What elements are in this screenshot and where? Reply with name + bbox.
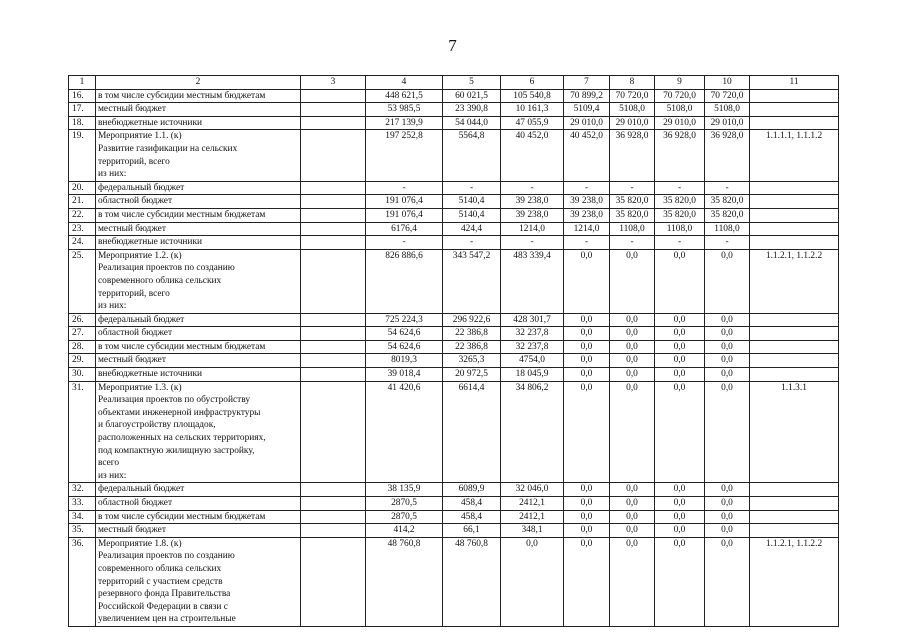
value-cell [301, 354, 366, 368]
column-header: 9 [655, 76, 705, 90]
indicator-ref [750, 327, 839, 341]
value-cell: 36 928,0 [655, 130, 705, 181]
value-cell: 54 624,6 [366, 327, 443, 341]
table-row [69, 381, 839, 483]
value-cell [301, 116, 366, 130]
value-cell: - [655, 181, 705, 195]
value-cell: 35 820,0 [655, 208, 705, 222]
table-row [69, 497, 839, 511]
table-row [69, 313, 839, 327]
value-cell: - [564, 181, 610, 195]
row-number: 16. [69, 89, 96, 103]
value-cell: 70 720,0 [655, 89, 705, 103]
row-name: областной бюджет [96, 195, 301, 209]
value-cell: 29 010,0 [655, 116, 705, 130]
value-cell: - [564, 236, 610, 250]
column-header: 3 [301, 76, 366, 90]
value-cell: 458,4 [443, 497, 501, 511]
row-number: 31. [69, 381, 96, 483]
value-cell: 53 985,5 [366, 103, 443, 117]
budget-table [68, 75, 839, 627]
indicator-ref [750, 195, 839, 209]
indicator-ref [750, 103, 839, 117]
value-cell: 0,0 [655, 510, 705, 524]
value-cell: 0,0 [655, 327, 705, 341]
value-cell: 70 720,0 [705, 89, 750, 103]
column-header: 1 [69, 76, 96, 90]
row-number: 29. [69, 354, 96, 368]
value-cell: 0,0 [564, 354, 610, 368]
value-cell [301, 537, 366, 626]
value-cell: 0,0 [705, 381, 750, 483]
value-cell [301, 195, 366, 209]
row-number: 32. [69, 483, 96, 497]
value-cell: 0,0 [705, 524, 750, 538]
value-cell: 5140,4 [443, 208, 501, 222]
value-cell: 458,4 [443, 510, 501, 524]
value-cell: 0,0 [610, 483, 655, 497]
value-cell: 0,0 [655, 497, 705, 511]
table-row [69, 340, 839, 354]
value-cell: 0,0 [705, 313, 750, 327]
value-cell [301, 510, 366, 524]
value-cell: - [705, 236, 750, 250]
value-cell: 1214,0 [564, 222, 610, 236]
value-cell: - [443, 181, 501, 195]
value-cell: 39 238,0 [501, 195, 564, 209]
value-cell: 0,0 [564, 524, 610, 538]
value-cell: 29 010,0 [564, 116, 610, 130]
value-cell: 54 044,0 [443, 116, 501, 130]
value-cell: 2412,1 [501, 510, 564, 524]
value-cell: 39 238,0 [564, 195, 610, 209]
value-cell: 428 301,7 [501, 313, 564, 327]
row-name: в том числе субсидии местным бюджетам [96, 340, 301, 354]
value-cell: 36 928,0 [610, 130, 655, 181]
row-number: 27. [69, 327, 96, 341]
value-cell: 5108,0 [705, 103, 750, 117]
value-cell [301, 181, 366, 195]
value-cell: 0,0 [610, 524, 655, 538]
row-name: федеральный бюджет [96, 181, 301, 195]
value-cell [301, 249, 366, 313]
value-cell: 826 886,6 [366, 249, 443, 313]
table-row [69, 130, 839, 181]
row-name: внебюджетные источники [96, 116, 301, 130]
value-cell: 0,0 [610, 497, 655, 511]
row-name: Мероприятие 1.2. (к) Реализация проектов по созданию современного облика сельских территорий, всего из них: [96, 249, 301, 313]
column-header: 4 [366, 76, 443, 90]
value-cell: 10 161,3 [501, 103, 564, 117]
value-cell [301, 313, 366, 327]
value-cell: 5140,4 [443, 195, 501, 209]
table-row [69, 249, 839, 313]
value-cell [301, 483, 366, 497]
value-cell: 0,0 [610, 340, 655, 354]
value-cell: 38 135,9 [366, 483, 443, 497]
value-cell: 39 238,0 [501, 208, 564, 222]
table-row [69, 483, 839, 497]
table-row [69, 236, 839, 250]
indicator-ref [750, 483, 839, 497]
value-cell: 0,0 [610, 249, 655, 313]
value-cell: 0,0 [610, 381, 655, 483]
value-cell [301, 208, 366, 222]
value-cell [301, 381, 366, 483]
value-cell: 0,0 [655, 354, 705, 368]
row-name: внебюджетные источники [96, 368, 301, 382]
value-cell: 0,0 [610, 510, 655, 524]
value-cell [301, 236, 366, 250]
value-cell: 1108,0 [705, 222, 750, 236]
value-cell: 48 760,8 [443, 537, 501, 626]
value-cell: 35 820,0 [655, 195, 705, 209]
indicator-ref [750, 340, 839, 354]
value-cell: 5109,4 [564, 103, 610, 117]
table-row [69, 524, 839, 538]
value-cell: 0,0 [564, 368, 610, 382]
column-header: 7 [564, 76, 610, 90]
value-cell: 5108,0 [655, 103, 705, 117]
row-number: 23. [69, 222, 96, 236]
value-cell: 6614,4 [443, 381, 501, 483]
value-cell [301, 103, 366, 117]
value-cell [301, 222, 366, 236]
value-cell: 343 547,2 [443, 249, 501, 313]
value-cell: 2870,5 [366, 497, 443, 511]
table-row [69, 222, 839, 236]
value-cell [301, 524, 366, 538]
value-cell: 0,0 [705, 510, 750, 524]
row-name: федеральный бюджет [96, 313, 301, 327]
value-cell: - [655, 236, 705, 250]
value-cell: 32 237,8 [501, 340, 564, 354]
page-number: 7 [448, 36, 457, 55]
value-cell: 0,0 [655, 537, 705, 626]
column-header: 8 [610, 76, 655, 90]
value-cell: 217 139,9 [366, 116, 443, 130]
row-name: Мероприятие 1.8. (к) Реализация проектов по созданию современного облика сельских территорий с участием средств резервного фонда Правительства Российской Федерации в связи с увеличением цен на строительные [96, 537, 301, 626]
value-cell: 2870,5 [366, 510, 443, 524]
value-cell: 0,0 [501, 537, 564, 626]
value-cell: - [501, 236, 564, 250]
value-cell: 35 820,0 [610, 208, 655, 222]
value-cell: 0,0 [705, 368, 750, 382]
value-cell: 36 928,0 [705, 130, 750, 181]
value-cell: 0,0 [655, 249, 705, 313]
indicator-ref [750, 116, 839, 130]
value-cell: 0,0 [610, 327, 655, 341]
row-name: Мероприятие 1.1. (к) Развитие газификации на сельских территорий, всего из них: [96, 130, 301, 181]
column-header: 10 [705, 76, 750, 90]
value-cell: 483 339,4 [501, 249, 564, 313]
value-cell: 1214,0 [501, 222, 564, 236]
value-cell: 39 018,4 [366, 368, 443, 382]
value-cell: 105 540,8 [501, 89, 564, 103]
value-cell: 725 224,3 [366, 313, 443, 327]
row-name: в том числе субсидии местным бюджетам [96, 510, 301, 524]
value-cell: 0,0 [705, 327, 750, 341]
row-number: 34. [69, 510, 96, 524]
value-cell: - [610, 236, 655, 250]
row-number: 18. [69, 116, 96, 130]
value-cell: 48 760,8 [366, 537, 443, 626]
value-cell: 448 621,5 [366, 89, 443, 103]
value-cell: 20 972,5 [443, 368, 501, 382]
value-cell: 40 452,0 [501, 130, 564, 181]
indicator-ref: 1.1.1.1, 1.1.1.2 [750, 130, 839, 181]
value-cell: 35 820,0 [705, 195, 750, 209]
table-row [69, 89, 839, 103]
value-cell: 0,0 [610, 313, 655, 327]
table-row [69, 181, 839, 195]
table-row [69, 368, 839, 382]
value-cell: 348,1 [501, 524, 564, 538]
row-number: 25. [69, 249, 96, 313]
value-cell: - [366, 236, 443, 250]
row-name: Мероприятие 1.3. (к) Реализация проектов по обустройству объектами инженерной инфраструктуры и благоустройству площадок, расположенных на сельских территориях, под компактную жилищную застройку, всего из них: [96, 381, 301, 483]
value-cell: 0,0 [564, 483, 610, 497]
value-cell: 0,0 [705, 497, 750, 511]
value-cell: 41 420,6 [366, 381, 443, 483]
value-cell [301, 89, 366, 103]
indicator-ref [750, 354, 839, 368]
value-cell: 32 046,0 [501, 483, 564, 497]
value-cell: 5564,8 [443, 130, 501, 181]
row-number: 28. [69, 340, 96, 354]
row-name: местный бюджет [96, 354, 301, 368]
value-cell: 424,4 [443, 222, 501, 236]
table-row [69, 510, 839, 524]
value-cell: 0,0 [564, 327, 610, 341]
value-cell: 0,0 [655, 524, 705, 538]
value-cell: 0,0 [564, 510, 610, 524]
value-cell: 0,0 [610, 537, 655, 626]
value-cell: 0,0 [655, 313, 705, 327]
value-cell: 0,0 [564, 497, 610, 511]
indicator-ref [750, 313, 839, 327]
value-cell: 1108,0 [655, 222, 705, 236]
value-cell: 191 076,4 [366, 195, 443, 209]
value-cell: 0,0 [705, 483, 750, 497]
value-cell: 60 021,5 [443, 89, 501, 103]
value-cell: - [610, 181, 655, 195]
value-cell: 29 010,0 [610, 116, 655, 130]
value-cell: 34 806,2 [501, 381, 564, 483]
value-cell: 47 055,9 [501, 116, 564, 130]
value-cell: 23 390,8 [443, 103, 501, 117]
value-cell: 191 076,4 [366, 208, 443, 222]
value-cell: 6089,9 [443, 483, 501, 497]
indicator-ref [750, 181, 839, 195]
value-cell: 22 386,8 [443, 340, 501, 354]
indicator-ref [750, 368, 839, 382]
value-cell: 39 238,0 [564, 208, 610, 222]
row-number: 33. [69, 497, 96, 511]
indicator-ref [750, 222, 839, 236]
row-name: в том числе субсидии местным бюджетам [96, 208, 301, 222]
indicator-ref [750, 497, 839, 511]
value-cell: 414,2 [366, 524, 443, 538]
value-cell: 70 720,0 [610, 89, 655, 103]
value-cell: - [501, 181, 564, 195]
value-cell: 0,0 [705, 340, 750, 354]
value-cell: 0,0 [705, 249, 750, 313]
value-cell: 0,0 [655, 340, 705, 354]
indicator-ref: 1.1.2.1, 1.1.2.2 [750, 537, 839, 626]
value-cell: 0,0 [655, 368, 705, 382]
value-cell: - [443, 236, 501, 250]
value-cell: 70 899,2 [564, 89, 610, 103]
row-name: местный бюджет [96, 524, 301, 538]
value-cell: 5108,0 [610, 103, 655, 117]
row-name: областной бюджет [96, 327, 301, 341]
indicator-ref [750, 208, 839, 222]
row-name: внебюджетные источники [96, 236, 301, 250]
row-number: 22. [69, 208, 96, 222]
value-cell: 29 010,0 [705, 116, 750, 130]
value-cell: 18 045,9 [501, 368, 564, 382]
indicator-ref [750, 510, 839, 524]
row-number: 26. [69, 313, 96, 327]
column-header: 5 [443, 76, 501, 90]
table-row [69, 208, 839, 222]
value-cell: 3265,3 [443, 354, 501, 368]
value-cell: 0,0 [610, 354, 655, 368]
value-cell: 0,0 [655, 381, 705, 483]
value-cell: 0,0 [564, 313, 610, 327]
value-cell: - [366, 181, 443, 195]
value-cell: 8019,3 [366, 354, 443, 368]
row-number: 19. [69, 130, 96, 181]
value-cell: 0,0 [564, 537, 610, 626]
value-cell: 0,0 [564, 340, 610, 354]
table-row [69, 354, 839, 368]
row-number: 20. [69, 181, 96, 195]
value-cell [301, 368, 366, 382]
value-cell: 66,1 [443, 524, 501, 538]
value-cell: 22 386,8 [443, 327, 501, 341]
indicator-ref: 1.1.2.1, 1.1.2.2 [750, 249, 839, 313]
value-cell: - [705, 181, 750, 195]
row-name: федеральный бюджет [96, 483, 301, 497]
value-cell: 6176,4 [366, 222, 443, 236]
value-cell [301, 340, 366, 354]
value-cell: 197 252,8 [366, 130, 443, 181]
row-number: 17. [69, 103, 96, 117]
value-cell: 4754,0 [501, 354, 564, 368]
table-row [69, 195, 839, 209]
value-cell [301, 130, 366, 181]
row-name: местный бюджет [96, 222, 301, 236]
row-name: в том числе субсидии местным бюджетам [96, 89, 301, 103]
table-row [69, 116, 839, 130]
indicator-ref [750, 236, 839, 250]
value-cell [301, 327, 366, 341]
value-cell: 0,0 [564, 381, 610, 483]
value-cell: 40 452,0 [564, 130, 610, 181]
row-number: 35. [69, 524, 96, 538]
column-header: 6 [501, 76, 564, 90]
indicator-ref [750, 524, 839, 538]
value-cell: 1108,0 [610, 222, 655, 236]
value-cell: 0,0 [705, 354, 750, 368]
row-number: 21. [69, 195, 96, 209]
row-name: областной бюджет [96, 497, 301, 511]
value-cell: 35 820,0 [705, 208, 750, 222]
table-header-row [69, 76, 839, 90]
value-cell: 296 922,6 [443, 313, 501, 327]
table-row [69, 103, 839, 117]
table-row [69, 327, 839, 341]
value-cell: 0,0 [705, 537, 750, 626]
value-cell: 0,0 [564, 249, 610, 313]
value-cell: 0,0 [610, 368, 655, 382]
indicator-ref: 1.1.3.1 [750, 381, 839, 483]
row-number: 36. [69, 537, 96, 626]
table-row [69, 537, 839, 626]
value-cell: 54 624,6 [366, 340, 443, 354]
row-number: 30. [69, 368, 96, 382]
value-cell: 2412,1 [501, 497, 564, 511]
value-cell [301, 497, 366, 511]
indicator-ref [750, 89, 839, 103]
row-name: местный бюджет [96, 103, 301, 117]
value-cell: 0,0 [655, 483, 705, 497]
column-header: 11 [750, 76, 839, 90]
value-cell: 32 237,8 [501, 327, 564, 341]
row-number: 24. [69, 236, 96, 250]
column-header: 2 [96, 76, 301, 90]
value-cell: 35 820,0 [610, 195, 655, 209]
